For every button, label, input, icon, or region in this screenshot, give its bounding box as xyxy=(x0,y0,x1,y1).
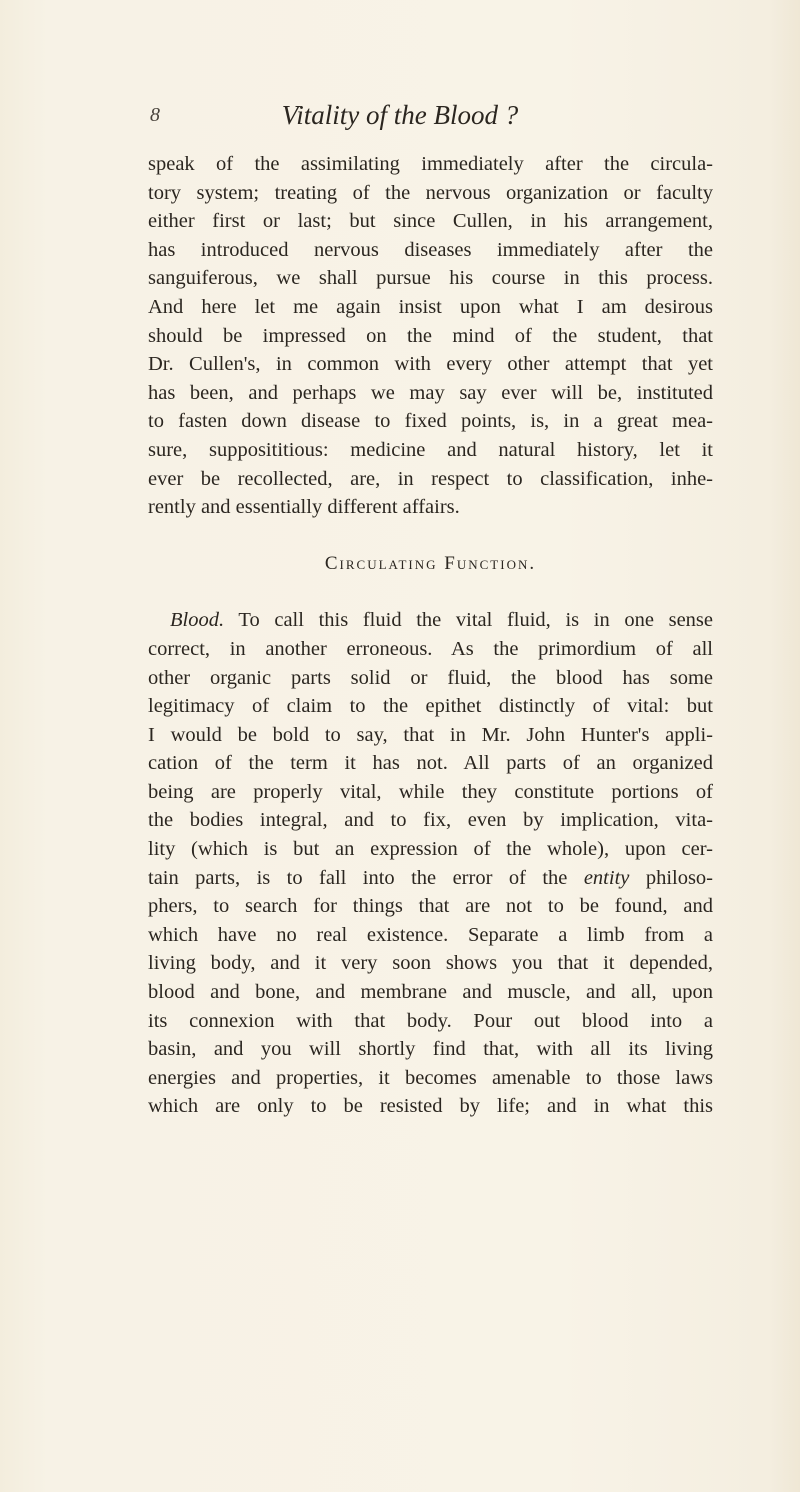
text-line: phers, to search for things that are not to be found, and xyxy=(148,895,713,918)
text-line: cation of the term it has not. All parts of an organized xyxy=(148,752,713,775)
text-line xyxy=(148,606,713,635)
text-line: blood and bone, and membrane and muscle, and all, upon xyxy=(148,981,713,1004)
text-line: living body, and it very soon shows you that it depended, xyxy=(148,952,713,975)
text-run: tain parts, is to fall into the error of the xyxy=(148,866,568,889)
paragraph-1 xyxy=(148,150,713,522)
text-line: ever be recollected, are, in respect to classification, inhe- xyxy=(148,467,713,490)
text-line: speak of the assimilating immediately after the circula- xyxy=(148,153,713,175)
text-line: basin, and you will shortly find that, with all its living xyxy=(148,1038,713,1061)
text-line: lity (which is but an expression of the whole), upon cer- xyxy=(148,838,713,861)
text-line: legitimacy of claim to the epithet distinctly of vital: but xyxy=(148,695,713,718)
page-number: 8 xyxy=(150,104,160,126)
text-line: sanguiferous, we shall pursue his course in this process. xyxy=(148,267,713,290)
running-head: Vitality of the Blood ? xyxy=(281,100,519,130)
text-line: rently and essentially different affairs. xyxy=(148,496,460,519)
text-line: has introduced nervous diseases immediately after the xyxy=(148,238,713,261)
text-line: either first or last; but since Cullen, in his arrangement, xyxy=(148,210,713,233)
section-heading: Circulating Function. xyxy=(324,552,537,574)
text-line: to fasten down disease to fixed points, is, in a great mea- xyxy=(148,410,713,433)
text-line: its connexion with that body. Pour out blood into a xyxy=(148,1009,713,1032)
text-line: correct, in another erroneous. As the primordium of all xyxy=(148,637,713,660)
text-line: I would be bold to say, that in Mr. John Hunter's appli- xyxy=(148,723,713,746)
text-line: should be impressed on the mind of the student, that xyxy=(148,324,713,347)
text-line xyxy=(148,864,713,893)
text-line: energies and properties, it becomes amenable to those laws xyxy=(148,1066,713,1089)
text-line: has been, and perhaps we may say ever will be, instituted xyxy=(148,381,713,404)
text-line: And here let me again insist upon what I am desirous xyxy=(148,295,713,318)
text-run: To call this fluid the vital fluid, is in one sense xyxy=(238,609,713,632)
italic-word: entity xyxy=(583,866,630,889)
body-text xyxy=(148,150,713,1121)
lead-word: Blood. xyxy=(170,609,225,632)
text-line: which are only to be resisted by life; and in what this xyxy=(148,1095,713,1118)
text-line: other organic parts solid or fluid, the blood has some xyxy=(148,666,713,689)
text-line: being are properly vital, while they constitute portions of xyxy=(148,780,713,803)
text-line: sure, supposititious: medicine and natural history, let it xyxy=(148,438,713,461)
text-run: philoso- xyxy=(645,866,714,889)
page-header xyxy=(0,100,800,140)
paragraph-2 xyxy=(148,606,713,1121)
text-line: tory system; treating of the nervous organization or faculty xyxy=(148,181,713,204)
text-line: the bodies integral, and to fix, even by implication, vita- xyxy=(148,809,713,832)
text-line: which have no real existence. Separate a limb from a xyxy=(148,923,713,946)
text-line: Dr. Cullen's, in common with every other attempt that yet xyxy=(148,353,713,376)
